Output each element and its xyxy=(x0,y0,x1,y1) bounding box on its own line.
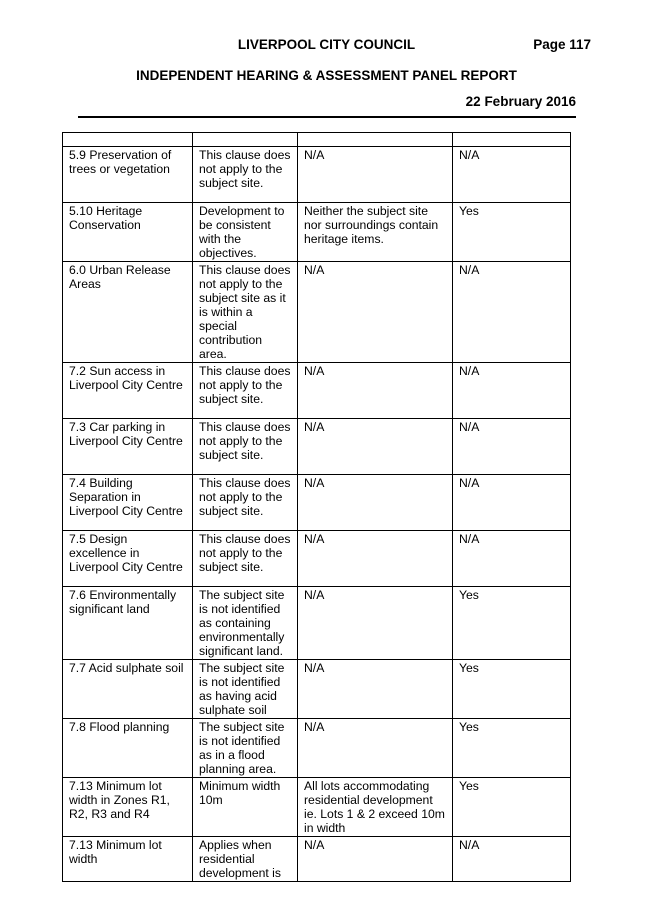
compliance-cell: Yes xyxy=(453,587,571,660)
compliance-cell: N/A xyxy=(453,147,571,203)
clause-cell: 6.0 Urban Release Areas xyxy=(63,262,193,363)
table-blank-row xyxy=(63,133,571,147)
compliance-cell: N/A xyxy=(453,363,571,419)
clause-cell: 7.13 Minimum lot width in Zones R1, R2, R3 and R4 xyxy=(63,778,193,837)
clause-cell: 7.4 Building Separation in Liverpool City Centre xyxy=(63,475,193,531)
comment-cell: N/A xyxy=(298,147,453,203)
clause-cell: 7.13 Minimum lot width xyxy=(63,837,193,882)
requirement-cell: This clause does not apply to the subject site as it is within a special contribution area. xyxy=(193,262,298,363)
table-row xyxy=(63,419,571,475)
comment-cell: N/A xyxy=(298,587,453,660)
requirement-cell: This clause does not apply to the subject site. xyxy=(193,363,298,419)
clause-cell: 7.3 Car parking in Liverpool City Centre xyxy=(63,419,193,475)
table-row xyxy=(63,531,571,587)
compliance-cell: N/A xyxy=(453,531,571,587)
table-row xyxy=(63,778,571,837)
requirement-cell: This clause does not apply to the subject site. xyxy=(193,531,298,587)
compliance-cell: Yes xyxy=(453,203,571,262)
compliance-cell: N/A xyxy=(453,262,571,363)
clause-cell: 7.8 Flood planning xyxy=(63,719,193,778)
council-name: LIVERPOOL CITY COUNCIL xyxy=(237,37,416,52)
comment-cell: N/A xyxy=(298,262,453,363)
comment-cell: N/A xyxy=(298,363,453,419)
compliance-cell: N/A xyxy=(453,419,571,475)
table-cell xyxy=(298,133,453,147)
clause-cell: 7.6 Environmentally significant land xyxy=(63,587,193,660)
report-date: 22 February 2016 xyxy=(465,94,576,109)
compliance-cell: Yes xyxy=(453,719,571,778)
comment-cell: Neither the subject site nor surroundings contain heritage items. xyxy=(298,203,453,262)
clause-cell: 5.9 Preservation of trees or vegetation xyxy=(63,147,193,203)
clause-cell: 7.7 Acid sulphate soil xyxy=(63,660,193,719)
table-cell xyxy=(193,133,298,147)
table-cell xyxy=(63,133,193,147)
compliance-cell: N/A xyxy=(453,475,571,531)
requirement-cell: Minimum width 10m xyxy=(193,778,298,837)
comment-cell: All lots accommodating residential development ie. Lots 1 & 2 exceed 10m in width xyxy=(298,778,453,837)
comment-cell: N/A xyxy=(298,419,453,475)
table-cell xyxy=(453,133,571,147)
comment-cell: N/A xyxy=(298,660,453,719)
comment-cell: N/A xyxy=(298,719,453,778)
compliance-cell: N/A xyxy=(453,837,571,882)
header-divider xyxy=(78,116,576,118)
table-row xyxy=(63,262,571,363)
table-row xyxy=(63,363,571,419)
comment-cell: N/A xyxy=(298,837,453,882)
compliance-cell: Yes xyxy=(453,660,571,719)
compliance-cell: Yes xyxy=(453,778,571,837)
clause-cell: 7.5 Design excellence in Liverpool City Centre xyxy=(63,531,193,587)
requirement-cell: The subject site is not identified as having acid sulphate soil xyxy=(193,660,298,719)
table-row xyxy=(63,587,571,660)
page-number: Page 117 xyxy=(533,37,591,52)
table-row xyxy=(63,203,571,262)
compliance-table-body xyxy=(63,133,571,882)
clause-cell: 7.2 Sun access in Liverpool City Centre xyxy=(63,363,193,419)
requirement-cell: This clause does not apply to the subject site. xyxy=(193,419,298,475)
table-row xyxy=(63,475,571,531)
requirement-cell: Applies when residential development is xyxy=(193,837,298,882)
table-row xyxy=(63,147,571,203)
comment-cell: N/A xyxy=(298,475,453,531)
report-title: INDEPENDENT HEARING & ASSESSMENT PANEL REPORT xyxy=(136,68,517,83)
requirement-cell: This clause does not apply to the subject site. xyxy=(193,147,298,203)
requirement-cell: Development to be consistent with the objectives. xyxy=(193,203,298,262)
table-row xyxy=(63,837,571,882)
compliance-table xyxy=(62,132,571,882)
requirement-cell: This clause does not apply to the subject site. xyxy=(193,475,298,531)
requirement-cell: The subject site is not identified as containing environmentally significant land. xyxy=(193,587,298,660)
clause-cell: 5.10 Heritage Conservation xyxy=(63,203,193,262)
table-row xyxy=(63,660,571,719)
requirement-cell: The subject site is not identified as in a flood planning area. xyxy=(193,719,298,778)
comment-cell: N/A xyxy=(298,531,453,587)
table-row xyxy=(63,719,571,778)
